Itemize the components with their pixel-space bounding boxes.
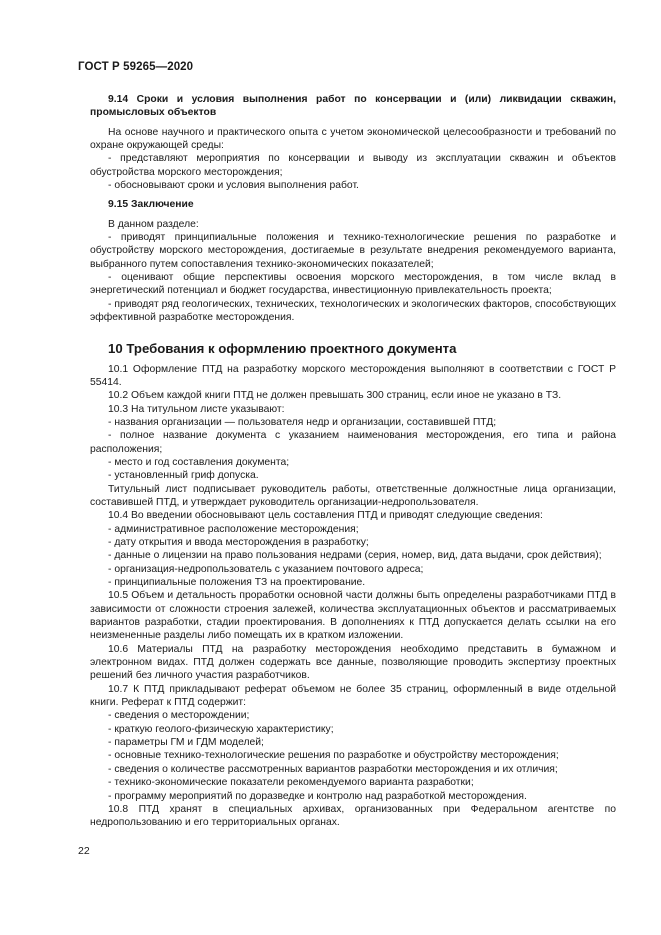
list-item: - оценивают общие перспективы освоения морского месторождения, в том числе вклад в энергетический потенциал и бюджет государства, инвестиционную привлекательность проекта; xyxy=(90,272,616,297)
list-item: - названия организации — пользователя недр и организации, составившей ПТД; xyxy=(108,416,497,428)
list-item: - сведения о количестве рассмотренных вариантов разработки месторождения и их отличия; xyxy=(108,763,558,775)
section-9-14-heading: 9.14 Сроки и условия выполнения работ по консервации и (или) ликвидации скважин, промысловых объектов xyxy=(90,94,616,119)
list-item: - установленный гриф допуска. xyxy=(108,470,259,482)
paragraph: 10.1 Оформление ПТД на разработку морского месторождения выполняют в соответствии с ГОСТ Р 55414. xyxy=(90,363,616,388)
list-item: - полное название документа с указанием наименования месторождения, его типа и района расположения; xyxy=(90,430,616,455)
list-item: - принципиальные положения ТЗ на проектирование. xyxy=(108,577,366,588)
list-item: - приводят принципиальные положения и технико-технологические решения по разработке и обустройству морского месторождения, достигаемые в результате внедрения рекомендуемого варианта, выбранного путем сопоставления технико-экономических показателей; xyxy=(90,232,616,270)
paragraph: 10.7 К ПТД прикладывают реферат объемом не более 35 страниц, оформленный в виде отдельной книги. Реферат к ПТД содержит: xyxy=(90,683,616,709)
list-item: - представляют мероприятия по консервации и выводу из эксплуатации скважин и объектов обустройства морского месторождения; xyxy=(90,153,616,178)
paragraph: 10.3 На титульном листе указывают: xyxy=(108,403,285,415)
page-content xyxy=(90,93,616,830)
page-number: 22 xyxy=(78,845,90,857)
paragraph: На основе научного и практического опыта с учетом экономической целесообразности и требований по охране окружающей среды: xyxy=(90,126,616,152)
paragraph: 10.4 Во введении обосновывают цель составления ПТД и приводят следующие сведения: xyxy=(108,510,543,522)
section-10-heading: 10 Требования к оформлению проектного документа xyxy=(108,340,457,356)
paragraph: 10.5 Объем и детальность проработки основной части должны быть определены разработчиками ПТД в зависимости от сложности строения залежей, количества эксплуатационных объектов и рассматриваемых вариантов разработки, стадии проектирования. В дополнениях к ПТД допускается делать ссылки на его неизмененные разделы либо помещать их в кратком изложении. xyxy=(90,590,616,642)
list-item: - параметры ГМ и ГДМ моделей; xyxy=(108,737,264,749)
list-item: - административное расположение месторождения; xyxy=(108,523,359,535)
paragraph: 10.6 Материалы ПТД на разработку месторождения необходимо представить в бумажном и электронном видах. ПТД должен содержать все данные, позволяющие проводить экспертизу проектных решений без личного участия разработчиков. xyxy=(90,643,616,682)
list-item: - основные технико-технологические решения по разработке и обустройству месторождения; xyxy=(108,750,559,762)
list-item: - программу мероприятий по доразведке и контролю над разработкой месторождения. xyxy=(108,790,527,802)
list-item: - организация-недропользователь с указанием почтового адреса; xyxy=(108,563,424,575)
list-item: - приводят ряд геологических, технических, технологических и экологических факторов, способствующих эффективной разработке месторождения. xyxy=(90,298,616,324)
list-item: - обосновывают сроки и условия выполнения работ. xyxy=(108,180,359,192)
paragraph: Титульный лист подписывает руководитель работы, ответственные должностные лица организации, составившей ПТД, и утверждает руководитель организации-недропользователя. xyxy=(90,483,616,508)
paragraph: 10.8 ПТД хранят в специальных архивах, организованных при Федеральном агентстве по недропользованию и его территориальных органах. xyxy=(90,803,616,829)
list-item: - краткую геолого-физическую характеристику; xyxy=(108,723,334,735)
paragraph: В данном разделе: xyxy=(108,218,199,230)
list-item: - технико-экономические показатели рекомендуемого варианта разработки; xyxy=(108,777,474,789)
list-item: - место и год составления документа; xyxy=(108,456,290,468)
list-item: - данные о лицензии на право пользования недрами (серия, номер, вид, дата выдачи, срок действия); xyxy=(108,550,602,562)
list-item: - сведения о месторождении; xyxy=(108,710,250,722)
section-9-15-heading: 9.15 Заключение xyxy=(108,199,194,211)
list-item: - дату открытия и ввода месторождения в разработку; xyxy=(108,536,369,548)
document-code-header: ГОСТ Р 59265—2020 xyxy=(78,61,194,73)
paragraph: 10.2 Объем каждой книги ПТД не должен превышать 300 страниц, если иное не указано в ТЗ. xyxy=(108,390,562,402)
